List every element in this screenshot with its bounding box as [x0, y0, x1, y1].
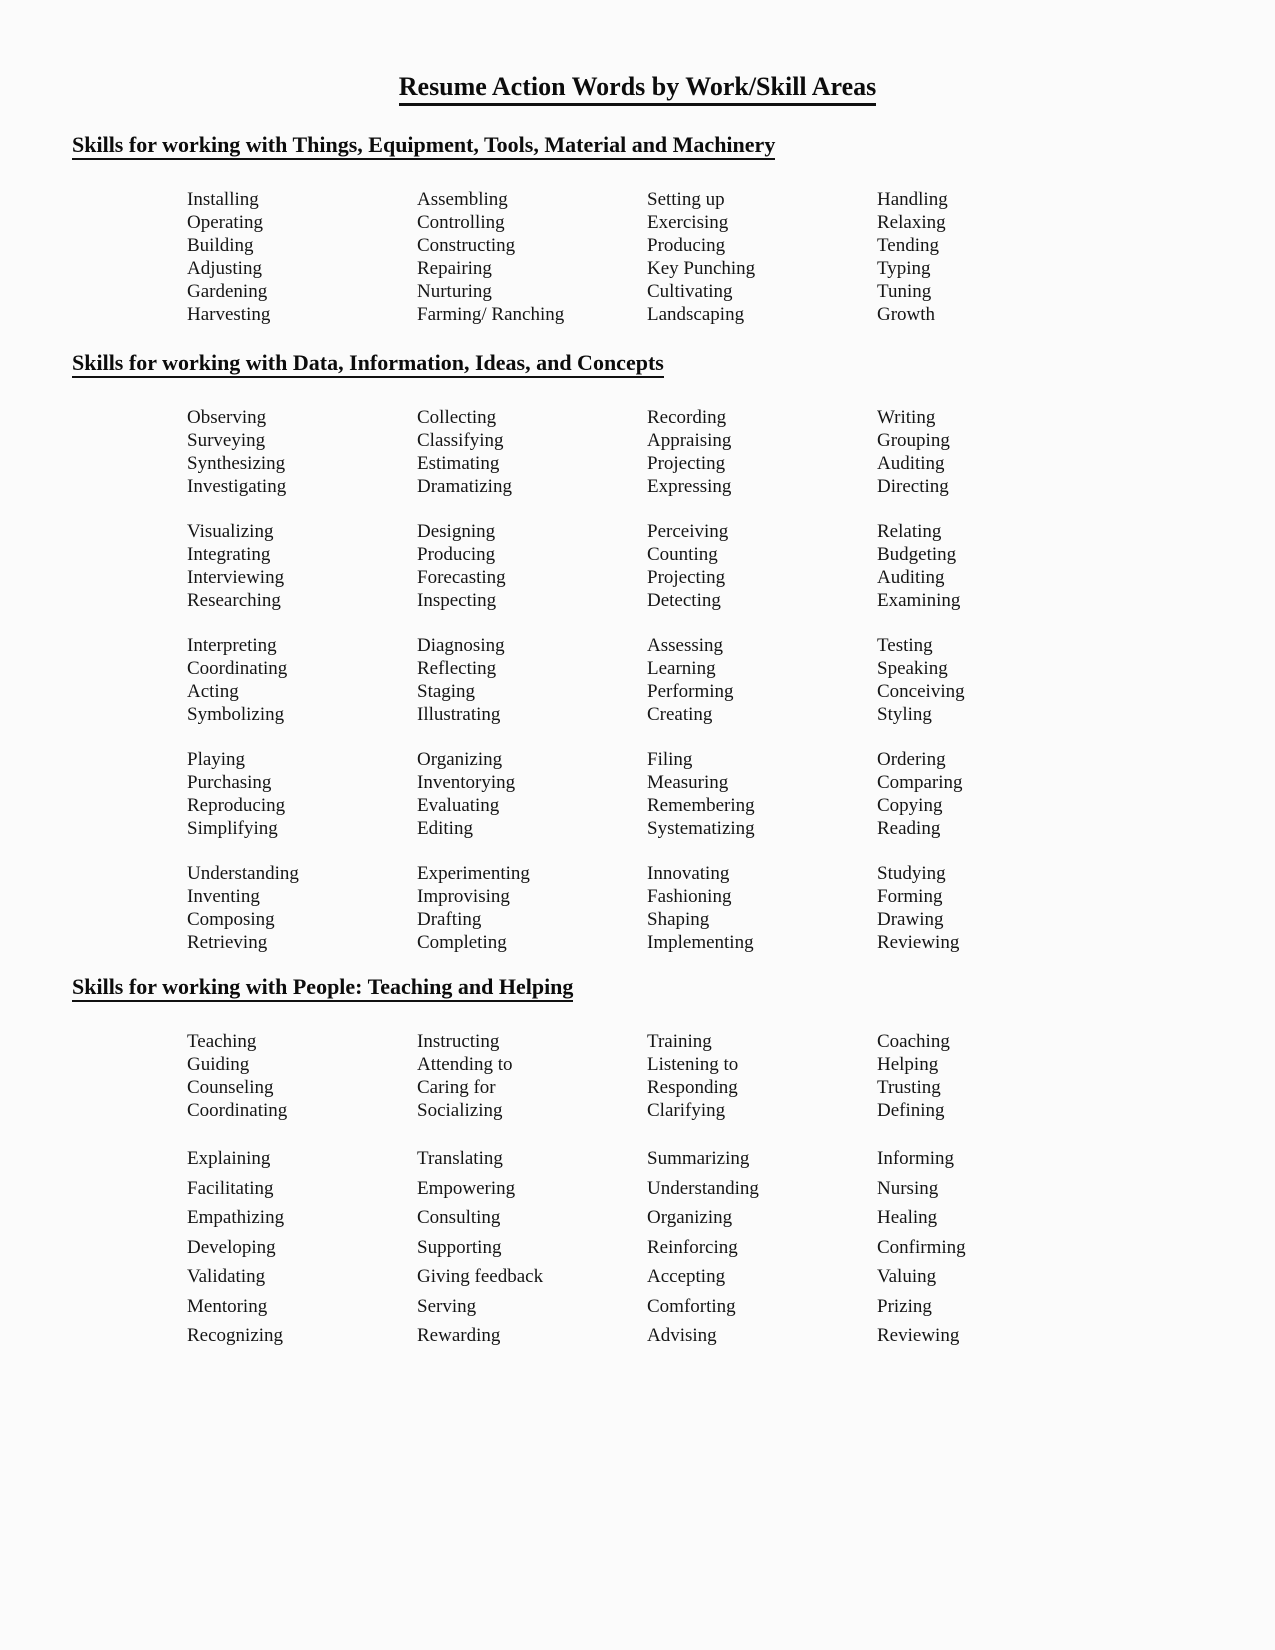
action-word: Healing — [877, 1207, 938, 1228]
section — [72, 350, 1232, 976]
action-word: Innovating — [647, 863, 730, 884]
action-word: Collecting — [417, 407, 497, 428]
word-group — [187, 1144, 1232, 1351]
action-word: Visualizing — [187, 521, 274, 542]
word-column — [647, 520, 877, 612]
action-word: Farming/ Ranching — [417, 304, 565, 325]
action-word: Accepting — [647, 1266, 726, 1287]
action-word: Counting — [647, 544, 718, 565]
action-word: Investigating — [187, 476, 287, 497]
action-word: Developing — [187, 1236, 276, 1258]
action-word: Key Punching — [647, 258, 756, 279]
action-word: Forecasting — [417, 567, 506, 588]
word-groups — [187, 188, 1232, 326]
action-word: Mentoring — [187, 1295, 268, 1317]
action-word: Comparing — [877, 772, 963, 793]
action-word: Rewarding — [417, 1325, 501, 1346]
word-column — [187, 748, 417, 840]
word-groups — [187, 1030, 1232, 1351]
action-word: Drawing — [877, 909, 944, 930]
word-column — [877, 748, 1107, 840]
action-word: Dramatizing — [417, 476, 512, 497]
action-word: Valuing — [877, 1266, 937, 1287]
action-word: Surveying — [187, 430, 266, 451]
action-word: Shaping — [647, 909, 710, 930]
word-column — [647, 406, 877, 498]
action-word: Expressing — [647, 476, 732, 497]
action-word: Counseling — [187, 1077, 274, 1098]
action-word: Supporting — [417, 1236, 502, 1258]
action-word: Serving — [417, 1295, 477, 1317]
action-word: Auditing — [877, 453, 945, 474]
action-word: Relaxing — [877, 212, 946, 233]
word-column — [417, 406, 647, 498]
word-column — [647, 1030, 877, 1122]
action-word: Consulting — [417, 1207, 501, 1228]
action-word: Classifying — [417, 430, 504, 451]
action-word: Typing — [877, 258, 931, 279]
action-word: Learning — [647, 658, 716, 679]
word-column — [877, 634, 1107, 726]
action-word: Training — [647, 1031, 712, 1052]
action-word: Building — [187, 235, 254, 256]
action-word: Harvesting — [187, 304, 271, 325]
section — [72, 132, 1232, 348]
page-title: Resume Action Words by Work/Skill Areas — [399, 72, 876, 106]
action-word: Retrieving — [187, 932, 268, 953]
action-word: Reproducing — [187, 795, 286, 816]
word-column — [647, 748, 877, 840]
action-word: Reflecting — [417, 658, 497, 679]
action-word: Explaining — [187, 1148, 271, 1169]
action-word: Reviewing — [877, 1325, 960, 1346]
action-word: Defining — [877, 1100, 945, 1121]
word-group — [187, 748, 1232, 840]
word-column — [187, 188, 417, 326]
action-word: Installing — [187, 189, 259, 210]
action-word: Examining — [877, 590, 961, 611]
action-word: Tuning — [877, 281, 932, 302]
action-word: Reinforcing — [647, 1236, 738, 1258]
word-column — [187, 634, 417, 726]
title-row — [0, 72, 1275, 106]
action-word: Directing — [877, 476, 949, 497]
word-column — [877, 406, 1107, 498]
action-word: Acting — [187, 681, 239, 702]
word-group — [187, 634, 1232, 726]
action-word: Validating — [187, 1266, 266, 1287]
section-heading: Skills for working with Data, Information, Ideas, and Concepts — [72, 350, 664, 378]
action-word: Reviewing — [877, 932, 960, 953]
action-word: Drafting — [417, 909, 482, 930]
action-word: Symbolizing — [187, 704, 285, 725]
action-word: Conceiving — [877, 681, 965, 702]
action-word: Giving feedback — [417, 1266, 544, 1287]
action-word: Inventing — [187, 886, 260, 907]
action-word: Studying — [877, 863, 946, 884]
word-column — [877, 1030, 1107, 1122]
action-word: Repairing — [417, 258, 492, 279]
action-word: Inspecting — [417, 590, 497, 611]
action-word: Constructing — [417, 235, 516, 256]
action-word: Trusting — [877, 1077, 941, 1098]
action-word: Ordering — [877, 749, 946, 770]
word-column — [417, 1144, 647, 1351]
action-word: Organizing — [647, 1207, 733, 1228]
action-word: Filing — [647, 749, 693, 770]
word-column — [417, 748, 647, 840]
action-word: Integrating — [187, 544, 271, 565]
action-word: Designing — [417, 521, 496, 542]
word-column — [187, 520, 417, 612]
action-word: Playing — [187, 749, 246, 770]
action-word: Forming — [877, 886, 943, 907]
action-word: Grouping — [877, 430, 950, 451]
action-word: Facilitating — [187, 1177, 274, 1199]
action-word: Setting up — [647, 189, 725, 210]
action-word: Producing — [417, 544, 496, 565]
action-word: Testing — [877, 635, 933, 656]
action-word: Editing — [417, 818, 473, 839]
action-word: Improvising — [417, 886, 510, 907]
word-column — [877, 520, 1107, 612]
word-column — [877, 1144, 1107, 1351]
action-word: Attending to — [417, 1054, 513, 1075]
action-word: Helping — [877, 1054, 939, 1075]
action-word: Tending — [877, 235, 939, 256]
action-word: Synthesizing — [187, 453, 286, 474]
action-word: Listening to — [647, 1054, 739, 1075]
action-word: Projecting — [647, 453, 726, 474]
word-column — [877, 188, 1107, 326]
word-column — [877, 862, 1107, 954]
action-word: Clarifying — [647, 1100, 726, 1121]
action-word: Projecting — [647, 567, 726, 588]
action-word: Understanding — [187, 863, 299, 884]
action-word: Operating — [187, 212, 263, 233]
action-word: Styling — [877, 704, 932, 725]
action-word: Recording — [647, 407, 727, 428]
action-word: Caring for — [417, 1077, 496, 1098]
action-word: Staging — [417, 681, 476, 702]
section-heading: Skills for working with People: Teaching and Helping — [72, 974, 573, 1002]
action-word: Detecting — [647, 590, 721, 611]
action-word: Socializing — [417, 1100, 503, 1121]
action-word: Nurturing — [417, 281, 492, 302]
action-word: Summarizing — [647, 1148, 750, 1169]
action-word: Recognizing — [187, 1325, 284, 1346]
word-column — [417, 188, 647, 326]
action-word: Diagnosing — [417, 635, 505, 656]
action-word: Budgeting — [877, 544, 957, 565]
action-word: Producing — [647, 235, 726, 256]
action-word: Coordinating — [187, 1100, 288, 1121]
action-word: Comforting — [647, 1295, 736, 1317]
action-word: Coaching — [877, 1031, 950, 1052]
action-word: Assessing — [647, 635, 724, 656]
action-word: Researching — [187, 590, 281, 611]
word-column — [417, 862, 647, 954]
action-word: Understanding — [647, 1177, 759, 1199]
word-column — [187, 1144, 417, 1351]
word-column — [417, 634, 647, 726]
action-word: Responding — [647, 1077, 738, 1098]
action-word: Writing — [877, 407, 936, 428]
action-word: Inventorying — [417, 772, 516, 793]
action-word: Landscaping — [647, 304, 745, 325]
action-word: Systematizing — [647, 818, 755, 839]
action-word: Completing — [417, 932, 507, 953]
action-word: Teaching — [187, 1031, 257, 1052]
word-group — [187, 188, 1232, 326]
action-word: Adjusting — [187, 258, 262, 279]
action-word: Growth — [877, 304, 936, 325]
action-word: Copying — [877, 795, 943, 816]
action-word: Measuring — [647, 772, 729, 793]
word-group — [187, 862, 1232, 954]
action-word: Organizing — [417, 749, 503, 770]
action-word: Estimating — [417, 453, 500, 474]
action-word: Confirming — [877, 1236, 966, 1258]
action-word: Simplifying — [187, 818, 278, 839]
action-word: Informing — [877, 1148, 955, 1169]
action-word: Interpreting — [187, 635, 277, 656]
action-word: Remembering — [647, 795, 755, 816]
action-word: Advising — [647, 1325, 717, 1346]
action-word: Cultivating — [647, 281, 733, 302]
action-word: Coordinating — [187, 658, 288, 679]
word-column — [647, 634, 877, 726]
action-word: Nursing — [877, 1177, 939, 1199]
action-word: Instructing — [417, 1031, 500, 1052]
action-word: Observing — [187, 407, 267, 428]
word-column — [187, 1030, 417, 1122]
action-word: Translating — [417, 1148, 503, 1169]
action-word: Experimenting — [417, 863, 530, 884]
word-group — [187, 520, 1232, 612]
action-word: Exercising — [647, 212, 729, 233]
word-column — [647, 188, 877, 326]
action-word: Perceiving — [647, 521, 729, 542]
word-column — [417, 1030, 647, 1122]
action-word: Creating — [647, 704, 713, 725]
action-word: Relating — [877, 521, 942, 542]
word-column — [187, 862, 417, 954]
word-column — [647, 1144, 877, 1351]
action-word: Auditing — [877, 567, 945, 588]
action-word: Appraising — [647, 430, 732, 451]
word-groups — [187, 406, 1232, 954]
word-column — [647, 862, 877, 954]
action-word: Assembling — [417, 189, 508, 210]
action-word: Fashioning — [647, 886, 732, 907]
section — [72, 974, 1232, 1373]
action-word: Guiding — [187, 1054, 250, 1075]
action-word: Illustrating — [417, 704, 501, 725]
section-heading: Skills for working with Things, Equipment, Tools, Material and Machinery — [72, 132, 775, 160]
word-group — [187, 406, 1232, 498]
action-word: Performing — [647, 681, 734, 702]
action-word: Reading — [877, 818, 941, 839]
action-word: Purchasing — [187, 772, 272, 793]
action-word: Implementing — [647, 932, 754, 953]
action-word: Evaluating — [417, 795, 500, 816]
action-word: Composing — [187, 909, 275, 930]
word-column — [417, 520, 647, 612]
action-word: Controlling — [417, 212, 505, 233]
action-word: Speaking — [877, 658, 948, 679]
word-column — [187, 406, 417, 498]
action-word: Empowering — [417, 1177, 516, 1199]
action-word: Gardening — [187, 281, 268, 302]
word-group — [187, 1030, 1232, 1122]
action-word: Empathizing — [187, 1207, 285, 1228]
action-word: Prizing — [877, 1295, 932, 1317]
action-word: Handling — [877, 189, 948, 210]
action-word: Interviewing — [187, 567, 285, 588]
